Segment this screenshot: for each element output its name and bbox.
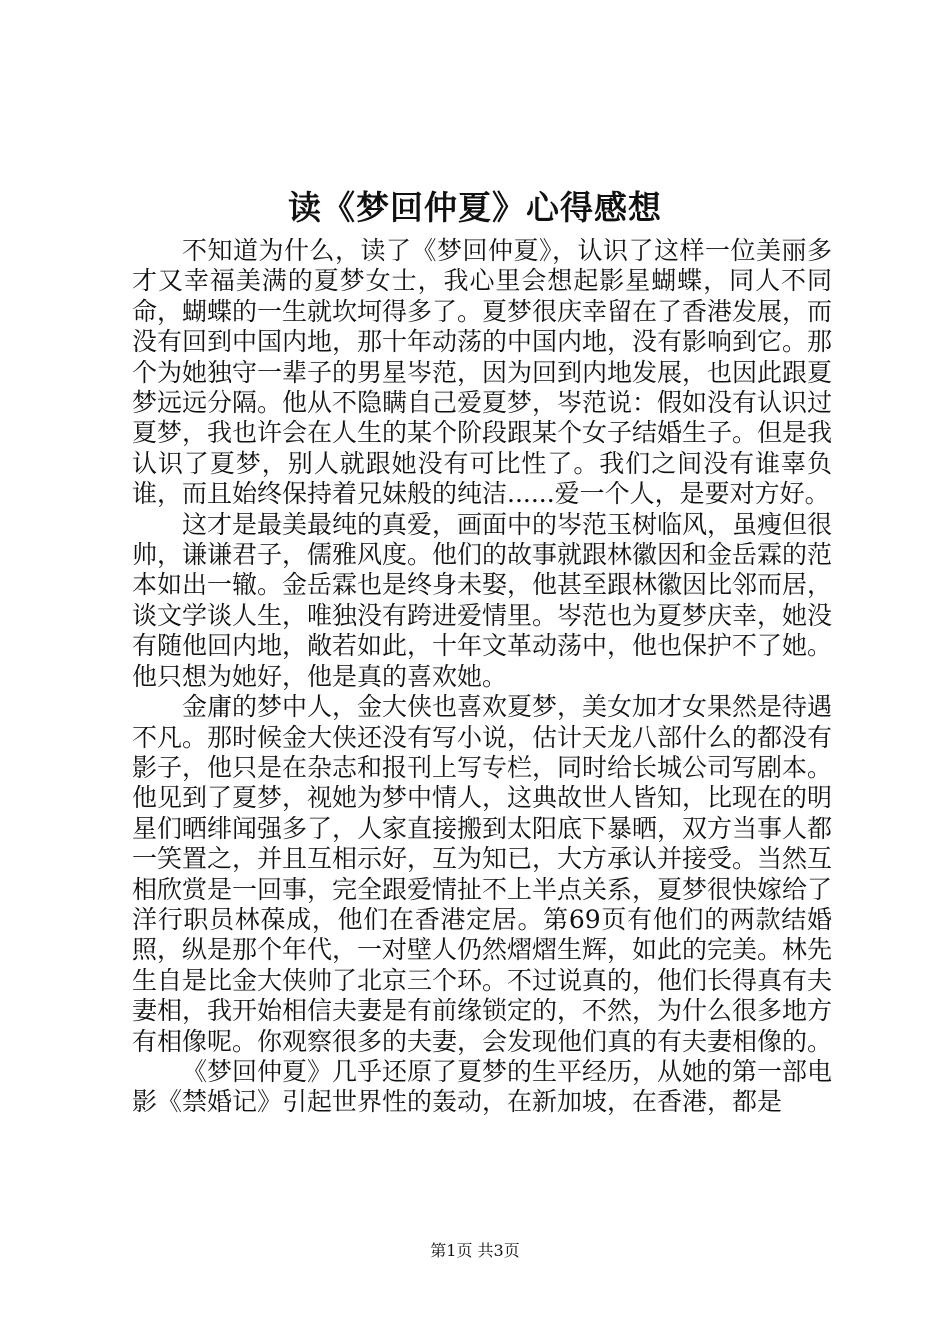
- document-title: 读《梦回仲夏》心得感想: [288, 188, 662, 227]
- paragraph-3: 金庸的梦中人，金大侠也喜欢夏梦，美女加才女果然是待遇不凡。那时候金大侠还没有写小说，估计天龙八部什么的都没有影子，他只是在杂志和报刊上写专栏，同时给长城公司写剧本。他见到了夏梦，视她为梦中情人，这典故世人皆知，比现在的明星们晒绯闻强多了，人家直接搬到太阳底下暴晒，双方当事人都一笑置之，并且互相示好，互为知已，大方承认并接受。当然互相欣赏是一回事，完全跟爱情扯不上半点关系，夏梦很快嫁给了洋行职员林葆成，他们在香港定居。第69页有他们的两款结婚照，纵是那个年代，一对壁人仍然熠熠生辉，如此的完美。林先生自是比金大侠帅了北京三个环。不过说真的，他们长得真有夫妻相，我开始相信夫妻是有前缘锁定的，不然，为什么很多地方有相像呢。你观察很多的夫妻，会发现他们真的有夫妻相像的。: [132, 692, 833, 1056]
- page-footer: 第1页 共3页: [430, 1241, 520, 1260]
- paragraph-1: 不知道为什么，读了《梦回仲夏》，认识了这样一位美丽多才又幸福美满的夏梦女士，我心里会想起影星蝴蝶，同人不同命，蝴蝶的一生就坎坷得多了。夏梦很庆幸留在了香港发展，而没有回到中国内地，那十年动荡的中国内地，没有影响到它。那个为她独守一辈子的男星岑范，因为回到内地发展，也因此跟夏梦远远分隔。他从不隐瞒自己爱夏梦，岑范说：假如没有认识过夏梦，我也许会在人生的某个阶段跟某个女子结婚生子。但是我认识了夏梦，别人就跟她没有可比性了。我们之间没有谁辜负谁，而且始终保持着兄妹般的纯洁......爱一个人，是要对方好。: [132, 236, 833, 509]
- document-body: [132, 236, 832, 1118]
- paragraph-4: 《梦回仲夏》几乎还原了夏梦的生平经历，从她的第一部电影《禁婚记》引起世界性的轰动，在新加坡，在香港，都是: [132, 1056, 833, 1117]
- paragraph-2: 这才是最美最纯的真爱，画面中的岑范玉树临风，虽瘦但很帅，谦谦君子，儒雅风度。他们的故事就跟林徽因和金岳霖的范本如出一辙。金岳霖也是终身未娶，他甚至跟林徽因比邻而居，谈文学谈人生，唯独没有跨进爱情里。岑范也为夏梦庆幸，她没有随他回内地，敞若如此，十年文革动荡中，他也保护不了她。他只想为她好，他是真的喜欢她。: [132, 509, 833, 691]
